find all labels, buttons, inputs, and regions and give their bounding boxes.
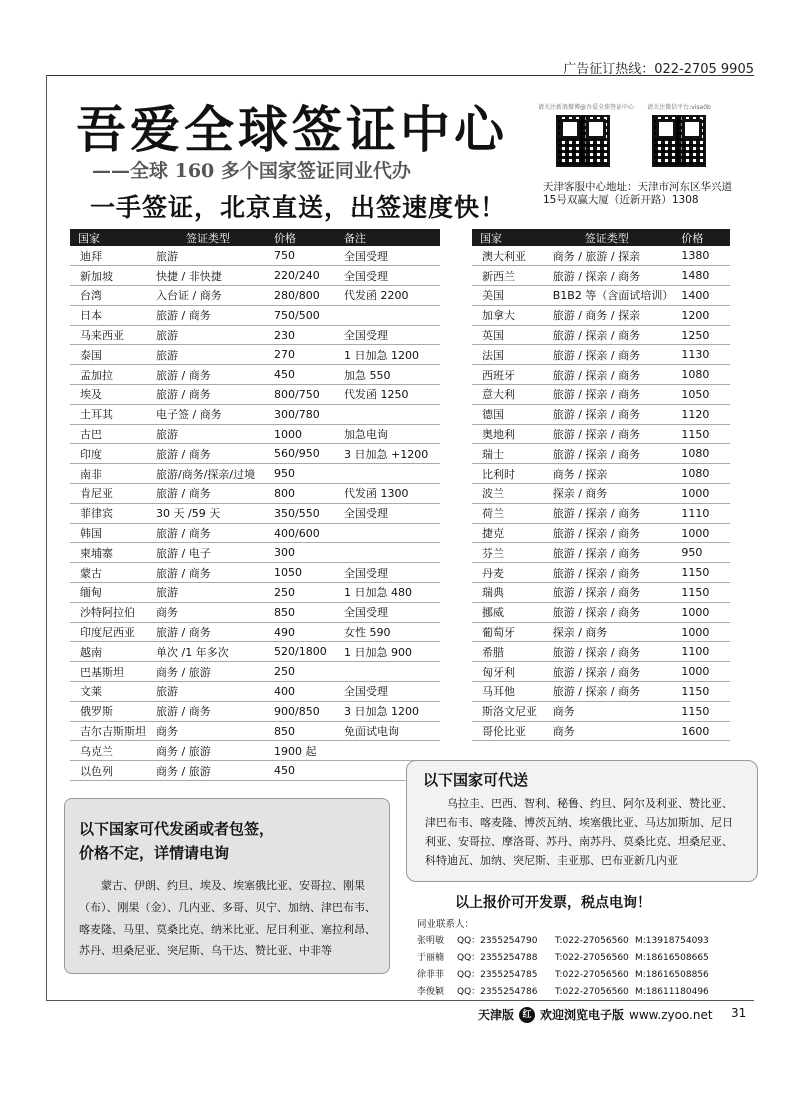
right-price-table xyxy=(472,229,730,741)
country-cell: 乌克兰 xyxy=(70,741,148,761)
address-line: 15号双赢大厦（近新开路）1308 xyxy=(543,194,699,206)
price-cell: 270 xyxy=(266,345,336,365)
table-row xyxy=(472,622,730,642)
price-cell: 1900 起 xyxy=(266,741,336,761)
country-cell: 以色列 xyxy=(70,761,148,781)
note-cell xyxy=(336,305,440,325)
country-cell: 沙特阿拉伯 xyxy=(70,602,148,622)
delivery-countries-box xyxy=(406,760,758,882)
header-visa-type: 签证类型 xyxy=(148,229,266,246)
visa-type-cell: 旅游 / 电子 xyxy=(148,543,266,563)
table-row xyxy=(70,325,440,345)
note-cell xyxy=(336,523,440,543)
visa-type-cell: 旅游 xyxy=(148,583,266,603)
invoice-note: 以上报价可开发票，税点电询！ xyxy=(455,895,651,911)
visa-type-cell: 商务 / 旅游 xyxy=(148,662,266,682)
table-row xyxy=(70,701,440,721)
visa-type-cell: 入台证 / 商务 xyxy=(148,286,266,306)
visa-type-cell: 旅游 / 探亲 / 商务 xyxy=(545,662,674,682)
table-row xyxy=(70,622,440,642)
note-cell: 全国受理 xyxy=(336,503,440,523)
visa-type-cell: 旅游 / 探亲 / 商务 xyxy=(545,345,674,365)
contact-name: 张明敏 xyxy=(417,936,445,946)
table-row xyxy=(70,404,440,424)
visa-type-cell: 旅游 / 探亲 / 商务 xyxy=(545,523,674,543)
table-row xyxy=(70,543,440,563)
letter-box-title-line: 价格不定，详情请电询 xyxy=(79,844,230,862)
visa-type-cell: 旅游 xyxy=(148,246,266,266)
weibo-qr-block xyxy=(538,102,635,167)
country-cell: 德国 xyxy=(472,404,545,424)
price-cell: 1150 xyxy=(673,701,730,721)
price-cell: 1080 xyxy=(673,365,730,385)
country-cell: 土耳其 xyxy=(70,404,148,424)
price-cell: 400 xyxy=(266,682,336,702)
table-row xyxy=(472,424,730,444)
price-cell: 1000 xyxy=(673,602,730,622)
country-cell: 巴基斯坦 xyxy=(70,662,148,682)
price-cell: 1110 xyxy=(673,503,730,523)
country-cell: 肯尼亚 xyxy=(70,484,148,504)
price-cell: 1080 xyxy=(673,444,730,464)
header-country: 国家 xyxy=(472,229,545,246)
service-address xyxy=(543,181,763,207)
price-cell: 850 xyxy=(266,602,336,622)
visa-type-cell: 商务 / 旅游 xyxy=(148,761,266,781)
note-cell: 免面试电询 xyxy=(336,721,440,741)
price-cell: 1050 xyxy=(266,563,336,583)
visa-type-cell: 旅游 / 商务 xyxy=(148,622,266,642)
qr-code-icon xyxy=(652,115,706,167)
price-cell: 1000 xyxy=(673,523,730,543)
country-cell: 蒙古 xyxy=(70,563,148,583)
visa-type-cell: 旅游 / 探亲 / 商务 xyxy=(545,385,674,405)
left-price-table xyxy=(70,229,440,781)
country-cell: 瑞典 xyxy=(472,583,545,603)
visa-type-cell: 旅游 / 探亲 / 商务 xyxy=(545,642,674,662)
country-cell: 丹麦 xyxy=(472,563,545,583)
table-row xyxy=(70,583,440,603)
price-cell: 1480 xyxy=(673,266,730,286)
visa-type-cell: 旅游 / 探亲 / 商务 xyxy=(545,583,674,603)
table-row xyxy=(70,266,440,286)
note-cell: 代发函 1250 xyxy=(336,385,440,405)
price-cell: 950 xyxy=(266,464,336,484)
note-cell: 代发函 1300 xyxy=(336,484,440,504)
price-cell: 1100 xyxy=(673,642,730,662)
visa-type-cell: 旅游 xyxy=(148,424,266,444)
wechat-qr-note: 请关注微信平台:visa0b xyxy=(647,104,711,111)
country-cell: 英国 xyxy=(472,325,545,345)
country-cell: 荷兰 xyxy=(472,503,545,523)
price-cell: 250 xyxy=(266,583,336,603)
header-price: 价格 xyxy=(673,229,730,246)
country-cell: 越南 xyxy=(70,642,148,662)
country-cell: 意大利 xyxy=(472,385,545,405)
visa-type-cell: 商务 xyxy=(545,721,674,741)
table-row xyxy=(70,563,440,583)
header-note: 备注 xyxy=(336,229,440,246)
country-cell: 捷克 xyxy=(472,523,545,543)
visa-type-cell: 快捷 / 非快捷 xyxy=(148,266,266,286)
contact-mobile: M:18611180496 xyxy=(635,987,709,997)
table-row xyxy=(70,305,440,325)
letter-box-title xyxy=(79,817,389,865)
table-header-row xyxy=(70,229,440,246)
table-header-row xyxy=(472,229,730,246)
table-row xyxy=(70,721,440,741)
letter-box-text: 蒙古、伊朗、约旦、埃及、埃塞俄比亚、安哥拉、刚果（布）、刚果（金）、几内亚、多哥、贝宁、加纳、津巴布韦、喀麦隆、马里、莫桑比克、纳米比亚、尼日利亚、塞拉利昂、苏丹、坦桑尼亚、突尼斯、乌干达、赞比亚、中非等 xyxy=(79,879,376,958)
header-country: 国家 xyxy=(70,229,148,246)
note-cell: 全国受理 xyxy=(336,266,440,286)
country-cell: 马耳他 xyxy=(472,682,545,702)
country-cell: 波兰 xyxy=(472,484,545,504)
table-row xyxy=(472,385,730,405)
table-row xyxy=(472,662,730,682)
table-row xyxy=(70,246,440,266)
country-cell: 比利时 xyxy=(472,464,545,484)
visa-type-cell: 30 天 /59 天 xyxy=(148,503,266,523)
contact-name: 李俊颖 xyxy=(417,987,445,997)
table-row xyxy=(472,503,730,523)
country-cell: 希腊 xyxy=(472,642,545,662)
table-row xyxy=(70,484,440,504)
country-cell: 俄罗斯 xyxy=(70,701,148,721)
contacts-title: 同业联系人： xyxy=(417,919,475,930)
contact-qq: QQ：2355254788 xyxy=(457,953,538,963)
price-cell: 1150 xyxy=(673,583,730,603)
delivery-box-title: 以下国家可代送 xyxy=(423,771,529,789)
price-cell: 1150 xyxy=(673,682,730,702)
price-cell: 1200 xyxy=(673,305,730,325)
visa-type-cell: 旅游 / 探亲 / 商务 xyxy=(545,404,674,424)
visa-type-cell: 旅游 / 商务 xyxy=(148,484,266,504)
contact-row xyxy=(417,933,715,946)
footer-bar xyxy=(478,1006,713,1023)
country-cell: 迪拜 xyxy=(70,246,148,266)
country-cell: 匈牙利 xyxy=(472,662,545,682)
price-cell: 1380 xyxy=(673,246,730,266)
table-row xyxy=(472,583,730,603)
note-cell: 加急电询 xyxy=(336,424,440,444)
price-cell: 1150 xyxy=(673,563,730,583)
price-cell: 1150 xyxy=(673,424,730,444)
price-cell: 560/950 xyxy=(266,444,336,464)
visa-type-cell: 商务 / 旅游 xyxy=(148,741,266,761)
country-cell: 古巴 xyxy=(70,424,148,444)
visa-type-cell: 旅游 / 商务 xyxy=(148,385,266,405)
note-cell xyxy=(336,464,440,484)
price-cell: 1400 xyxy=(673,286,730,306)
note-cell: 1 日加急 1200 xyxy=(336,345,440,365)
contact-tel: T:022-27056560 xyxy=(555,936,629,946)
price-cell: 1250 xyxy=(673,325,730,345)
visa-type-cell: 商务 xyxy=(148,721,266,741)
price-cell: 520/1800 xyxy=(266,642,336,662)
country-cell: 美国 xyxy=(472,286,545,306)
note-cell: 3 日加急 +1200 xyxy=(336,444,440,464)
visa-type-cell: 旅游 / 探亲 / 商务 xyxy=(545,365,674,385)
price-cell: 800/750 xyxy=(266,385,336,405)
price-cell: 1000 xyxy=(673,622,730,642)
note-cell: 1 日加急 480 xyxy=(336,583,440,603)
ad-hotline: 广告征订热线：022-2705 9905 xyxy=(563,62,754,77)
country-cell: 法国 xyxy=(472,345,545,365)
country-cell: 挪威 xyxy=(472,602,545,622)
edition-label: 天津版 xyxy=(478,1008,515,1022)
note-cell xyxy=(336,662,440,682)
visa-type-cell: 商务 / 探亲 xyxy=(545,464,674,484)
table-row xyxy=(70,503,440,523)
table-row xyxy=(472,444,730,464)
visa-type-cell: 旅游 / 探亲 / 商务 xyxy=(545,424,674,444)
country-cell: 埃及 xyxy=(70,385,148,405)
note-cell xyxy=(336,741,440,761)
visa-type-cell: 旅游 / 探亲 / 商务 xyxy=(545,444,674,464)
country-cell: 印度 xyxy=(70,444,148,464)
price-cell: 1000 xyxy=(266,424,336,444)
table-row xyxy=(70,385,440,405)
page-subtitle: ——全球 160 多个国家签证同业代办 xyxy=(92,160,411,182)
table-row xyxy=(70,662,440,682)
table-row xyxy=(70,365,440,385)
table-row xyxy=(472,305,730,325)
weibo-qr-note: 请关注新浪微博@吾爱全球签证中心 xyxy=(538,104,635,111)
table-row xyxy=(70,602,440,622)
note-cell xyxy=(336,404,440,424)
table-row xyxy=(472,404,730,424)
price-cell: 1000 xyxy=(673,484,730,504)
wechat-qr-block xyxy=(634,102,724,167)
country-cell: 文莱 xyxy=(70,682,148,702)
contact-row xyxy=(417,950,715,963)
price-cell: 1600 xyxy=(673,721,730,741)
table-row xyxy=(70,345,440,365)
contact-qq: QQ：2355254786 xyxy=(457,987,538,997)
table-row xyxy=(70,642,440,662)
country-cell: 南非 xyxy=(70,464,148,484)
price-cell: 750 xyxy=(266,246,336,266)
visa-type-cell: 旅游 / 商务 xyxy=(148,563,266,583)
left-rule xyxy=(46,75,47,1000)
visa-type-cell: 旅游 / 探亲 / 商务 xyxy=(545,503,674,523)
visa-type-cell: 旅游 / 商务 xyxy=(148,523,266,543)
contact-name: 于丽楠 xyxy=(417,953,445,963)
table-row xyxy=(70,682,440,702)
letter-countries-box xyxy=(64,798,390,974)
visa-type-cell: 旅游 / 商务 xyxy=(148,701,266,721)
table-row xyxy=(472,563,730,583)
price-cell: 280/800 xyxy=(266,286,336,306)
price-cell: 230 xyxy=(266,325,336,345)
page-title: 吾爱全球签证中心 xyxy=(76,100,508,159)
visa-type-cell: 旅游 / 商务 xyxy=(148,305,266,325)
visa-type-cell: 电子签 / 商务 xyxy=(148,404,266,424)
contact-qq: QQ：2355254785 xyxy=(457,970,538,980)
country-cell: 西班牙 xyxy=(472,365,545,385)
table-row xyxy=(70,761,440,781)
contact-tel: T:022-27056560 xyxy=(555,953,629,963)
contact-mobile: M:18616508665 xyxy=(635,953,709,963)
visa-type-cell: B1B2 等（含面试培训） xyxy=(545,286,674,306)
price-cell: 300 xyxy=(266,543,336,563)
country-cell: 日本 xyxy=(70,305,148,325)
price-cell: 900/850 xyxy=(266,701,336,721)
contact-name: 徐菲菲 xyxy=(417,970,445,980)
note-cell xyxy=(336,543,440,563)
table-row xyxy=(70,424,440,444)
address-line: 天津客服中心地址：天津市河东区华兴道 xyxy=(543,181,732,193)
brand-logo-icon: 红 xyxy=(519,1007,535,1023)
visa-type-cell: 旅游 xyxy=(148,325,266,345)
country-cell: 马来西亚 xyxy=(70,325,148,345)
letter-box-title-line: 以下国家可代发函或者包签， xyxy=(79,820,275,838)
price-cell: 1080 xyxy=(673,464,730,484)
price-cell: 400/600 xyxy=(266,523,336,543)
note-cell: 1 日加急 900 xyxy=(336,642,440,662)
contact-tel: T:022-27056560 xyxy=(555,987,629,997)
country-cell: 澳大利亚 xyxy=(472,246,545,266)
price-cell: 1050 xyxy=(673,385,730,405)
header-visa-type: 签证类型 xyxy=(545,229,674,246)
contact-qq: QQ：2355254790 xyxy=(457,936,538,946)
note-cell: 全国受理 xyxy=(336,682,440,702)
visa-type-cell: 旅游 xyxy=(148,345,266,365)
country-cell: 芬兰 xyxy=(472,543,545,563)
visa-type-cell: 旅游 xyxy=(148,682,266,702)
price-cell: 350/550 xyxy=(266,503,336,523)
table-row xyxy=(472,266,730,286)
table-row xyxy=(472,286,730,306)
contact-mobile: M:13918754093 xyxy=(635,936,709,946)
country-cell: 孟加拉 xyxy=(70,365,148,385)
table-row xyxy=(472,721,730,741)
visa-type-cell: 商务 / 旅游 / 探亲 xyxy=(545,246,674,266)
table-row xyxy=(472,345,730,365)
country-cell: 加拿大 xyxy=(472,305,545,325)
price-cell: 1120 xyxy=(673,404,730,424)
table-row xyxy=(472,523,730,543)
visa-type-cell: 旅游 / 商务 xyxy=(148,444,266,464)
delivery-box-text: 乌拉圭、巴西、智利、秘鲁、约旦、阿尔及利亚、赞比亚、津巴布韦、喀麦隆、博茨瓦纳、埃塞俄比亚、马达加斯加、尼日利亚、安哥拉、摩洛哥、苏丹、南苏丹、莫桑比克、坦桑尼亚、科特迪瓦、加纳、突尼斯、圭亚那、巴布亚新几内亚 xyxy=(425,797,733,867)
table-row xyxy=(70,286,440,306)
table-row xyxy=(70,464,440,484)
visa-type-cell: 旅游 / 探亲 / 商务 xyxy=(545,543,674,563)
country-cell: 斯洛文尼亚 xyxy=(472,701,545,721)
visa-type-cell: 商务 xyxy=(148,602,266,622)
table-row xyxy=(472,246,730,266)
visa-type-cell: 商务 xyxy=(545,701,674,721)
welcome-text: 欢迎浏览电子版 xyxy=(540,1008,625,1022)
visa-type-cell: 旅游 / 商务 xyxy=(148,365,266,385)
table-row xyxy=(472,602,730,622)
country-cell: 新西兰 xyxy=(472,266,545,286)
price-cell: 1130 xyxy=(673,345,730,365)
note-cell: 女性 590 xyxy=(336,622,440,642)
table-row xyxy=(472,325,730,345)
country-cell: 奥地利 xyxy=(472,424,545,444)
price-cell: 250 xyxy=(266,662,336,682)
visa-type-cell: 旅游/商务/探亲/过境 xyxy=(148,464,266,484)
table-row xyxy=(472,484,730,504)
table-row xyxy=(70,523,440,543)
visa-type-cell: 旅游 / 探亲 / 商务 xyxy=(545,682,674,702)
visa-type-cell: 旅游 / 商务 / 探亲 xyxy=(545,305,674,325)
price-cell: 300/780 xyxy=(266,404,336,424)
contact-row xyxy=(417,967,715,980)
country-cell: 吉尔吉斯斯坦 xyxy=(70,721,148,741)
price-cell: 450 xyxy=(266,365,336,385)
note-cell: 全国受理 xyxy=(336,325,440,345)
table-row xyxy=(472,701,730,721)
note-cell: 加急 550 xyxy=(336,365,440,385)
note-cell: 全国受理 xyxy=(336,563,440,583)
visa-type-cell: 旅游 / 探亲 / 商务 xyxy=(545,266,674,286)
price-cell: 800 xyxy=(266,484,336,504)
price-cell: 850 xyxy=(266,721,336,741)
note-cell: 3 日加急 1200 xyxy=(336,701,440,721)
price-cell: 220/240 xyxy=(266,266,336,286)
country-cell: 哥伦比亚 xyxy=(472,721,545,741)
visa-type-cell: 探亲 / 商务 xyxy=(545,622,674,642)
country-cell: 印度尼西亚 xyxy=(70,622,148,642)
country-cell: 台湾 xyxy=(70,286,148,306)
price-cell: 490 xyxy=(266,622,336,642)
country-cell: 瑞士 xyxy=(472,444,545,464)
country-cell: 泰国 xyxy=(70,345,148,365)
country-cell: 新加坡 xyxy=(70,266,148,286)
table-row xyxy=(472,543,730,563)
contact-mobile: M:18616508856 xyxy=(635,970,709,980)
bottom-rule xyxy=(46,1000,754,1001)
price-cell: 750/500 xyxy=(266,305,336,325)
visa-type-cell: 旅游 / 探亲 / 商务 xyxy=(545,602,674,622)
visa-type-cell: 单次 /1 年多次 xyxy=(148,642,266,662)
country-cell: 柬埔寨 xyxy=(70,543,148,563)
table-row xyxy=(70,741,440,761)
table-row xyxy=(70,444,440,464)
note-cell: 全国受理 xyxy=(336,246,440,266)
qr-code-icon xyxy=(556,115,610,167)
slogan: 一手签证，北京直送，出签速度快！ xyxy=(90,193,507,222)
country-cell: 葡萄牙 xyxy=(472,622,545,642)
country-cell: 缅甸 xyxy=(70,583,148,603)
contact-row xyxy=(417,984,715,997)
visa-type-cell: 探亲 / 商务 xyxy=(545,484,674,504)
contact-tel: T:022-27056560 xyxy=(555,970,629,980)
table-row xyxy=(472,642,730,662)
site-url-link[interactable]: www.zyoo.net xyxy=(629,1007,713,1022)
note-cell: 代发函 2200 xyxy=(336,286,440,306)
visa-type-cell: 旅游 / 探亲 / 商务 xyxy=(545,325,674,345)
header-price: 价格 xyxy=(266,229,336,246)
page-number: 31 xyxy=(731,1006,747,1020)
country-cell: 菲律宾 xyxy=(70,503,148,523)
note-cell: 全国受理 xyxy=(336,602,440,622)
visa-type-cell: 旅游 / 探亲 / 商务 xyxy=(545,563,674,583)
price-cell: 950 xyxy=(673,543,730,563)
top-rule xyxy=(46,75,754,76)
table-row xyxy=(472,464,730,484)
price-cell: 1000 xyxy=(673,662,730,682)
table-row xyxy=(472,365,730,385)
table-row xyxy=(472,682,730,702)
country-cell: 韩国 xyxy=(70,523,148,543)
price-cell: 450 xyxy=(266,761,336,781)
